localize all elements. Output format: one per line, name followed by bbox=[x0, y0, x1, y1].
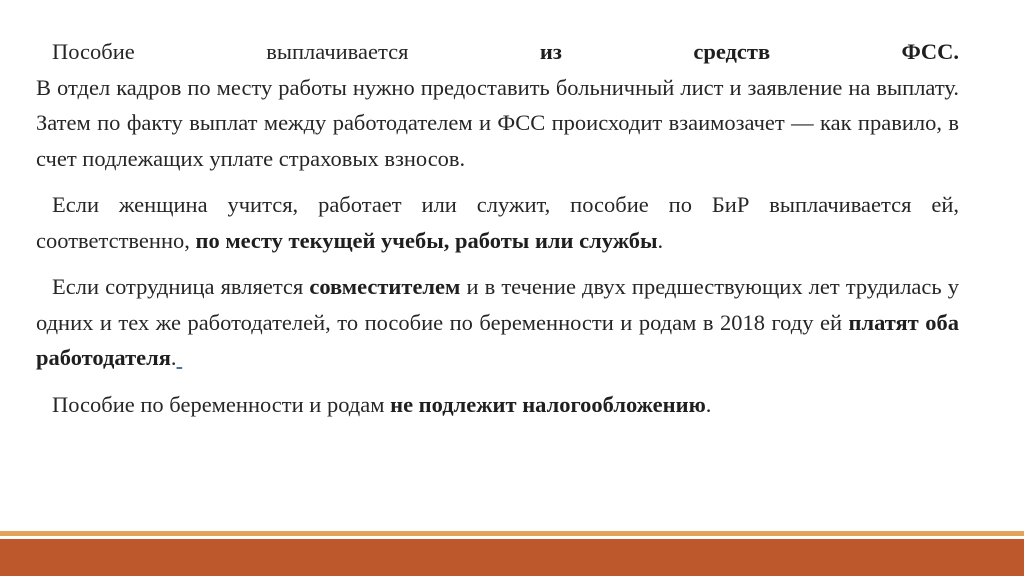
text-lead: Пособие по беременности и родам bbox=[52, 391, 391, 417]
footer-bar bbox=[0, 539, 1024, 576]
underline-mark bbox=[177, 345, 183, 370]
paragraph-taxation bbox=[36, 387, 959, 423]
bold-not-taxable: не подлежит налогообложению bbox=[390, 391, 706, 417]
text-middle: и в течение двух предшествующих лет трудилась у одних и тех же работодателей, то пособие по беременности и родам в 2018 году ей bbox=[36, 274, 960, 335]
paragraph-fss-payment bbox=[36, 34, 959, 176]
paragraph-first-line bbox=[36, 34, 959, 70]
paragraph-body: В отдел кадров по месту работы нужно предоставить больничный лист и заявление на выплату. Затем по факту выплат между работодателем и ФСС происходит взаимозачет — как правило, в счет подлежащих уплате страховых взносов. bbox=[36, 74, 959, 171]
text-tail: . bbox=[170, 345, 177, 370]
footer-accent-line bbox=[0, 531, 1024, 536]
slide-body bbox=[36, 34, 959, 433]
bold-both-employers: платят оба работодателя bbox=[36, 309, 959, 370]
text-lead: Пособие выплачивается bbox=[52, 39, 540, 64]
text-lead: Если женщина учится, работает или служит, пособие по БиР выплачивается ей, соответственно, bbox=[36, 192, 959, 253]
paragraph-study-work bbox=[36, 187, 959, 258]
bold-fss-funds: из средств ФСС. bbox=[539, 39, 959, 64]
bold-part-timer: совместителем bbox=[309, 274, 461, 299]
bold-place-of-study: по месту текущей учебы, работы или службы bbox=[195, 227, 658, 253]
paragraph-part-time bbox=[36, 269, 959, 376]
text-tail: . bbox=[705, 391, 712, 417]
text-lead: Если сотрудница является bbox=[52, 274, 310, 299]
text-tail: . bbox=[657, 227, 664, 253]
